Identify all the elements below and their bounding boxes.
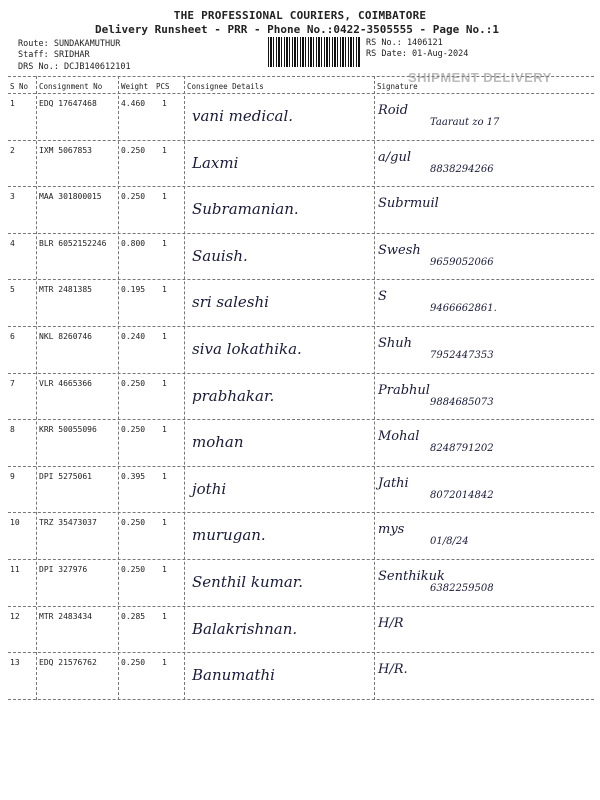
delivery-stamp: SHIPMENT DELIVERY	[408, 70, 552, 85]
row-pcs: 1	[162, 518, 167, 528]
row-consignment: KRR 50055096	[39, 425, 97, 435]
row-signature: mys	[378, 522, 405, 538]
row-signature: Swesh	[378, 242, 421, 258]
header-top-rule	[8, 76, 594, 77]
col-header-weight: Weight	[121, 82, 149, 91]
row-signature: Jathi	[378, 475, 409, 491]
row-divider	[8, 559, 594, 560]
row-phone: 01/8/24	[430, 536, 469, 548]
row-consignee-name: Senthil kumar.	[192, 573, 304, 591]
row-sno: 12	[10, 611, 20, 621]
row-consignment: NKL 8260746	[39, 332, 92, 341]
row-divider	[8, 186, 594, 187]
row-signature: Senthikuk	[378, 569, 445, 584]
row-pcs: 1	[162, 378, 167, 388]
row-pcs: 1	[162, 285, 167, 295]
row-signature: Roid	[378, 103, 409, 118]
row-weight: 0.285	[121, 611, 146, 621]
row-signature: H/R	[378, 615, 404, 631]
row-weight: 0.195	[121, 285, 146, 295]
row-pcs: 1	[162, 192, 167, 202]
col-header-signature: Signature	[377, 82, 418, 91]
row-divider	[8, 466, 594, 467]
row-pcs: 1	[162, 99, 167, 108]
row-consignment: EDQ 17647468	[39, 99, 97, 108]
row-phone: 9884685073	[430, 396, 494, 408]
row-weight: 0.250	[121, 658, 146, 668]
row-consignment: IXM 5067853	[39, 145, 92, 155]
row-consignee-name: siva lokathika.	[192, 340, 302, 358]
row-divider	[8, 326, 594, 327]
row-consignee-name: Sauish.	[192, 246, 248, 265]
row-consignee-name: murugan.	[192, 526, 266, 545]
row-pcs: 1	[162, 145, 167, 155]
row-weight: 0.250	[121, 518, 146, 528]
row-weight: 0.250	[121, 565, 146, 574]
row-weight: 0.800	[121, 238, 146, 248]
row-sno: 5	[10, 285, 15, 295]
row-consignee-name: Banumathi	[192, 666, 275, 685]
row-weight: 4.460	[121, 99, 146, 108]
company-title: THE PROFESSIONAL COURIERS, COIMBATORE	[173, 9, 427, 22]
row-sno: 8	[10, 425, 15, 435]
row-divider	[8, 233, 594, 234]
row-consignee-name: vani medical.	[192, 107, 294, 125]
rs-date: RS Date: 01-Aug-2024	[366, 49, 469, 59]
row-signature: H/R.	[378, 662, 408, 678]
col-header-consignee: Consignee Details	[187, 82, 264, 91]
row-consignment: MTR 2481385	[39, 285, 92, 295]
row-weight: 0.395	[121, 471, 146, 481]
row-divider	[8, 279, 594, 280]
row-consignment: BLR 6052152246	[39, 238, 107, 248]
row-signature: a/gul	[378, 149, 411, 165]
row-sno: 3	[10, 192, 15, 202]
row-pcs: 1	[162, 471, 167, 481]
row-sno: 11	[10, 565, 20, 574]
row-signature: Shuh	[378, 336, 413, 351]
row-sno: 13	[10, 658, 20, 668]
row-consignment: TRZ 35473037	[39, 518, 97, 528]
row-pcs: 1	[162, 565, 167, 574]
row-consignment: MAA 301800015	[39, 192, 102, 202]
row-consignment: DPI 5275061	[39, 471, 92, 481]
col-header-consignment: Consignment No	[39, 82, 103, 91]
row-sno: 10	[10, 518, 20, 528]
row-pcs: 1	[162, 238, 167, 248]
row-divider	[8, 140, 594, 141]
row-sno: 6	[10, 332, 15, 341]
row-weight: 0.240	[121, 332, 146, 341]
drs-number: DRS No.: DCJB140612101	[18, 62, 131, 72]
row-signature: Mohal	[378, 429, 420, 445]
row-weight: 0.250	[121, 145, 146, 155]
row-consignee-name: sri saleshi	[192, 293, 269, 312]
row-signature: Prabhul	[378, 382, 430, 398]
row-phone: 8838294266	[430, 163, 494, 175]
row-consignee-name: mohan	[192, 433, 244, 452]
col-header-sno: S No	[10, 82, 29, 91]
row-divider	[8, 419, 594, 420]
row-weight: 0.250	[121, 425, 146, 435]
row-sno: 9	[10, 471, 15, 481]
row-sno: 1	[10, 99, 15, 108]
row-divider	[8, 512, 594, 513]
row-phone: 7952447353	[430, 350, 494, 361]
row-weight: 0.250	[121, 192, 146, 202]
row-consignee-name: Subramanian.	[192, 200, 299, 219]
row-sno: 4	[10, 238, 15, 248]
row-consignee-name: Laxmi	[192, 153, 239, 172]
row-pcs: 1	[162, 611, 167, 621]
row-consignment: VLR 4665366	[39, 378, 92, 388]
row-phone: 6382259508	[430, 583, 494, 594]
row-sno: 2	[10, 145, 15, 155]
row-pcs: 1	[162, 332, 167, 341]
row-divider	[8, 699, 594, 700]
col-header-pcs: PCS	[156, 82, 170, 91]
row-phone: 8072014842	[430, 489, 494, 501]
staff-label: Staff: SRIDHAR	[18, 50, 90, 60]
row-divider	[8, 373, 594, 374]
row-divider	[8, 652, 594, 653]
row-phone: 9659052066	[430, 256, 494, 268]
row-pcs: 1	[162, 658, 167, 668]
row-phone: 8248791202	[430, 443, 494, 455]
row-phone: Taaraut zo 17	[430, 117, 500, 128]
sheet-title: Delivery Runsheet - PRR - Phone No.:0422-3505555 - Page No.:1	[95, 23, 499, 36]
row-consignment: DPI 327976	[39, 565, 88, 574]
row-phone: 9466662861.	[430, 303, 497, 315]
row-signature: S	[378, 289, 387, 305]
row-consignment: EDQ 21576762	[39, 658, 97, 668]
row-consignment: MTR 2483434	[39, 611, 92, 621]
row-divider	[8, 606, 594, 607]
row-sno: 7	[10, 378, 15, 388]
row-consignee-name: prabhakar.	[192, 386, 275, 405]
row-pcs: 1	[162, 425, 167, 435]
route-label: Route: SUNDAKAMUTHUR	[18, 39, 121, 49]
header-bottom-rule	[8, 93, 594, 94]
row-weight: 0.250	[121, 378, 146, 388]
row-consignee-name: Balakrishnan.	[192, 619, 298, 638]
barcode	[268, 37, 360, 67]
row-signature: Subrmuil	[378, 196, 439, 212]
rs-number: RS No.: 1406121	[366, 38, 443, 48]
row-consignee-name: jothi	[192, 479, 227, 498]
